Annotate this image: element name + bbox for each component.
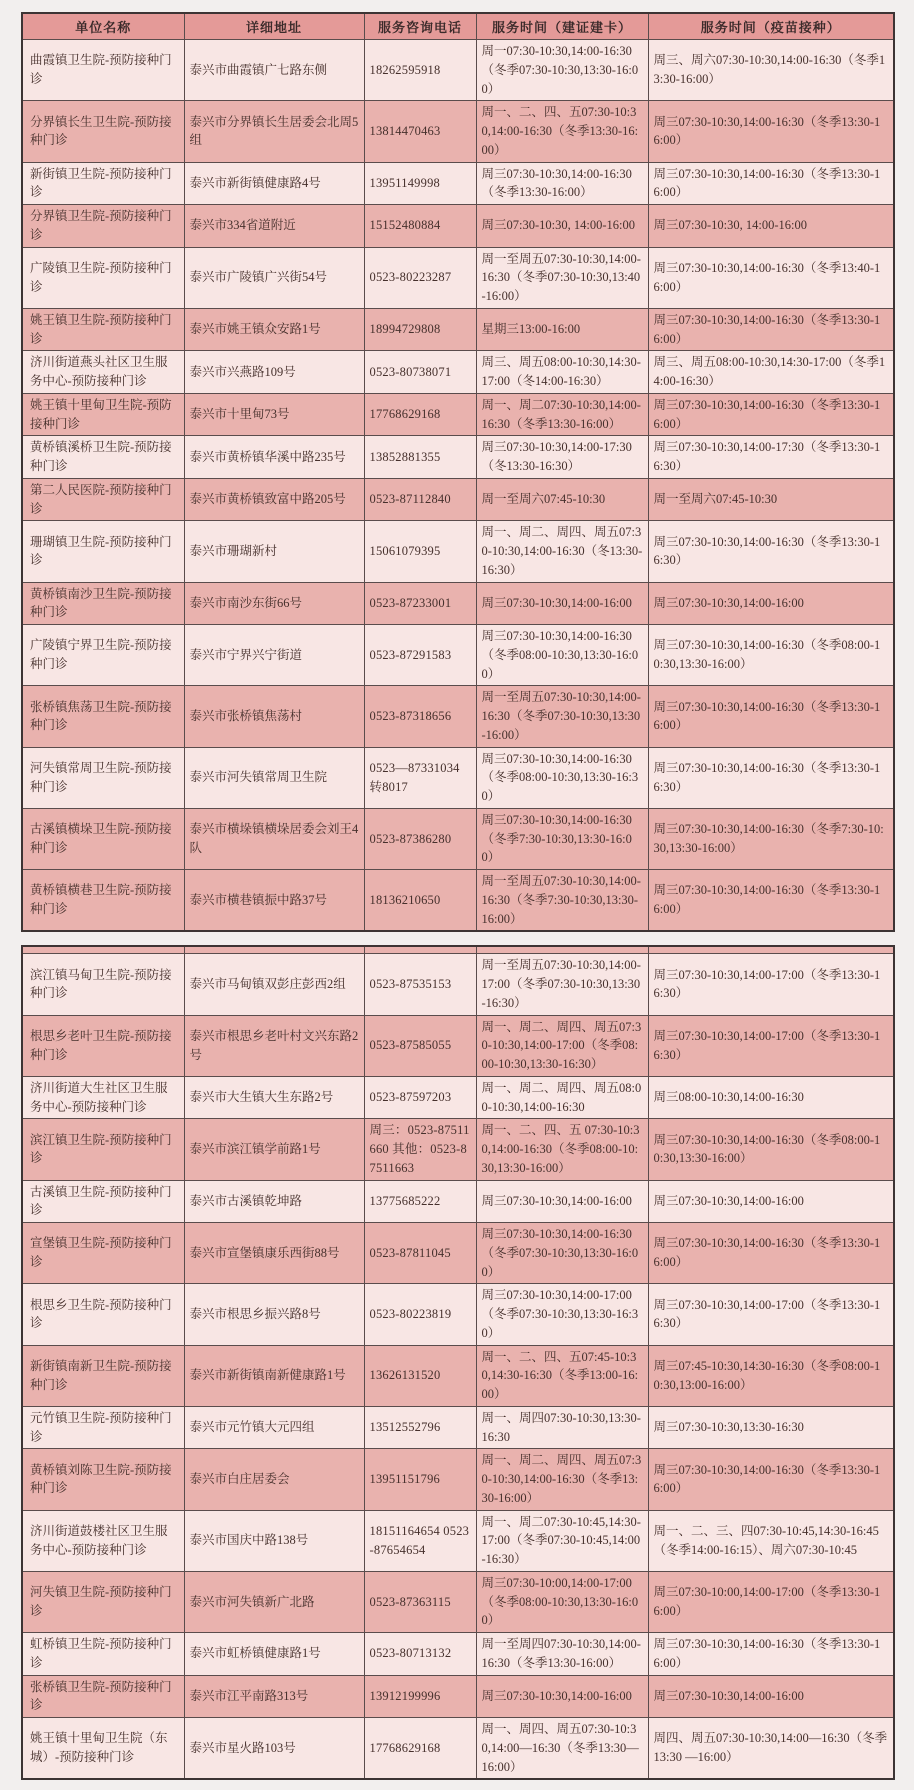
vaccine-hours-cell: 周一、二、三、四07:30-10:45,14:30-16:45（冬季14:00-16:15）、周六07:30-10:45 <box>648 1510 894 1571</box>
card-hours-cell: 周一至周五07:30-10:30,14:00-17:00（冬季07:30-10:30,13:30-16:30） <box>476 954 648 1015</box>
address-cell: 泰兴市横巷镇振中路37号 <box>184 870 364 932</box>
clinic-name-cell: 珊瑚镇卫生院-预防接种门诊 <box>22 521 184 582</box>
card-hours-cell: 周一至周四07:30-10:30,14:00-16:30（冬季13:30-16:00） <box>476 1633 648 1676</box>
clinic-name-cell: 黄桥镇溪桥卫生院-预防接种门诊 <box>22 436 184 479</box>
card-hours-cell: 周三、周五08:00-10:30,14:30-17:00（冬14:00-16:30） <box>476 351 648 394</box>
table-row <box>22 1406 894 1449</box>
address-cell: 泰兴市张桥镇焦荡村 <box>184 686 364 747</box>
address-cell: 泰兴市兴燕路109号 <box>184 351 364 394</box>
card-hours-cell: 周三07:30-10:30,14:00-17:30（冬13:30-16:30） <box>476 436 648 479</box>
table-row <box>22 162 894 205</box>
table-row <box>22 308 894 351</box>
phone-cell: 0523-80223287 <box>364 247 476 308</box>
table-row <box>22 1345 894 1406</box>
card-hours-cell: 周一至周五07:30-10:30,14:00-16:30（冬季07:30-10:30,13:40-16:00） <box>476 247 648 308</box>
vaccine-hours-cell: 周四、周五07:30-10:30,14:00—16:30（冬季13:30 —16:00） <box>648 1718 894 1780</box>
address-cell: 泰兴市广陵镇广兴街54号 <box>184 247 364 308</box>
card-hours-cell: 周一、二、四、五07:30-10:30,14:00-16:30（冬季13:30-16:00） <box>476 101 648 162</box>
clinic-name-cell: 根思乡卫生院-预防接种门诊 <box>22 1284 184 1345</box>
column-header: 单位名称 <box>22 13 184 40</box>
card-hours-cell: 周一、二、四、五 07:30-10:30,14:00-16:30（冬季08:00-10:30,13:30-16:00） <box>476 1119 648 1180</box>
table-row <box>22 101 894 162</box>
phone-cell: 0523-87535153 <box>364 954 476 1015</box>
spacer-cell <box>184 946 364 954</box>
card-hours-cell: 周一、周四、周五07:30-10:30,14:00—16:30（冬季13:30—16:00） <box>476 1718 648 1780</box>
address-cell: 泰兴市分界镇长生居委会北周5组 <box>184 101 364 162</box>
phone-cell: 周三：0523-87511660 其他：0523-87511663 <box>364 1119 476 1180</box>
clinic-name-cell: 济川街道鼓楼社区卫生服务中心-预防接种门诊 <box>22 1510 184 1571</box>
vaccine-hours-cell: 周三07:30-10:00,14:00-17:00（冬季13:30-16:00） <box>648 1571 894 1632</box>
phone-cell: 0523-80223819 <box>364 1284 476 1345</box>
vaccine-hours-cell: 周三07:30-10:30,14:00-16:30（冬季13:30-16:00） <box>648 101 894 162</box>
card-hours-cell: 周三07:30-10:30,14:00-16:30（冬季08:00-10:30,13:30-16:00） <box>476 625 648 686</box>
vaccine-hours-cell: 周三07:30-10:30,14:00-16:30（冬季13:30-16:30） <box>648 747 894 808</box>
address-cell: 泰兴市姚王镇众安路1号 <box>184 308 364 351</box>
clinic-name-cell: 曲霞镇卫生院-预防接种门诊 <box>22 40 184 101</box>
card-hours-cell: 周三07:30-10:30, 14:00-16:00 <box>476 205 648 248</box>
clinic-name-cell: 张桥镇卫生院-预防接种门诊 <box>22 1675 184 1718</box>
address-cell: 泰兴市黄桥镇致富中路205号 <box>184 478 364 521</box>
table-row <box>22 1633 894 1676</box>
address-cell: 泰兴市根思乡振兴路8号 <box>184 1284 364 1345</box>
table-row <box>22 1510 894 1571</box>
vaccine-hours-cell: 周三07:30-10:30,14:00-16:00 <box>648 1180 894 1223</box>
phone-cell: 13852881355 <box>364 436 476 479</box>
vaccine-hours-cell: 周三07:30-10:30,13:30-16:30 <box>648 1406 894 1449</box>
clinic-name-cell: 姚王镇卫生院-预防接种门诊 <box>22 308 184 351</box>
card-hours-cell: 周一至周五07:30-10:30,14:00-16:30（冬季07:30-10:30,13:30-16:00） <box>476 686 648 747</box>
card-hours-cell: 周一、周二07:30-10:30,14:00-16:30（冬季13:30-16:00） <box>476 393 648 436</box>
clinic-name-cell: 姚王镇十里甸卫生院-预防接种门诊 <box>22 393 184 436</box>
address-cell: 泰兴市宣堡镇康乐西街88号 <box>184 1223 364 1284</box>
card-hours-cell: 周一、周四07:30-10:30,13:30-16:30 <box>476 1406 648 1449</box>
address-cell: 泰兴市白庄居委会 <box>184 1449 364 1510</box>
vaccine-hours-cell: 周一至周六07:45-10:30 <box>648 478 894 521</box>
address-cell: 泰兴市江平南路313号 <box>184 1675 364 1718</box>
table-row <box>22 1119 894 1180</box>
vaccine-hours-cell: 周三07:30-10:30,14:00-16:30（冬季13:30-16:00） <box>648 308 894 351</box>
phone-cell: 13626131520 <box>364 1345 476 1406</box>
table-row <box>22 747 894 808</box>
table-row <box>22 582 894 625</box>
vaccine-hours-cell: 周三07:30-10:30,14:00-16:30（冬季13:30-16:00） <box>648 1223 894 1284</box>
clinic-name-cell: 第二人民医院-预防接种门诊 <box>22 478 184 521</box>
address-cell: 泰兴市新街镇南新健康路1号 <box>184 1345 364 1406</box>
spacer-cell <box>22 946 184 954</box>
vaccine-hours-cell: 周三08:00-10:30,14:00-16:30 <box>648 1076 894 1119</box>
clinic-name-cell: 姚王镇十里甸卫生院（东城）-预防接种门诊 <box>22 1718 184 1780</box>
table-row <box>22 521 894 582</box>
vaccine-hours-cell: 周三07:30-10:30,14:00-16:00 <box>648 582 894 625</box>
vaccine-hours-cell: 周三07:30-10:30, 14:00-16:00 <box>648 205 894 248</box>
clinic-table-bottom <box>21 945 895 1780</box>
phone-cell: 0523-80738071 <box>364 351 476 394</box>
card-hours-cell: 周一、周二、周四、周五07:30-10:30,14:00-16:30（冬季13:30-16:00） <box>476 1449 648 1510</box>
phone-cell: 0523-87291583 <box>364 625 476 686</box>
vaccine-hours-cell: 周三07:30-10:30,14:00-17:00（冬季13:30-16:30） <box>648 1284 894 1345</box>
clinic-name-cell: 新街镇卫生院-预防接种门诊 <box>22 162 184 205</box>
address-cell: 泰兴市大生镇大生东路2号 <box>184 1076 364 1119</box>
clinic-name-cell: 黄桥镇南沙卫生院-预防接种门诊 <box>22 582 184 625</box>
clinic-name-cell: 根思乡老叶卫生院-预防接种门诊 <box>22 1015 184 1076</box>
table-row <box>22 247 894 308</box>
address-cell: 泰兴市珊瑚新村 <box>184 521 364 582</box>
spacer-cell <box>648 946 894 954</box>
phone-cell: 13951151796 <box>364 1449 476 1510</box>
phone-cell: 0523-87386280 <box>364 808 476 869</box>
card-hours-cell: 周一、周二、周四、周五07:30-10:30,14:00-17:00（冬季08:00-10:30,13:30-16:30） <box>476 1015 648 1076</box>
clinic-name-cell: 分界镇卫生院-预防接种门诊 <box>22 205 184 248</box>
phone-cell: 18262595918 <box>364 40 476 101</box>
address-cell: 泰兴市河失镇新广北路 <box>184 1571 364 1632</box>
table-row <box>22 205 894 248</box>
clinic-name-cell: 广陵镇卫生院-预防接种门诊 <box>22 247 184 308</box>
column-header: 详细地址 <box>184 13 364 40</box>
card-hours-cell: 周三07:30-10:30,14:00-17:00（冬季07:30-10:30,13:30-16:30） <box>476 1284 648 1345</box>
phone-cell: 0523-87112840 <box>364 478 476 521</box>
clinic-name-cell: 河失镇卫生院-预防接种门诊 <box>22 1571 184 1632</box>
card-hours-cell: 周一、周二07:30-10:45,14:30-17:00（冬季07:30-10:45,14:00-16:30） <box>476 1510 648 1571</box>
table-row <box>22 1675 894 1718</box>
phone-cell: 18151164654 0523-87654654 <box>364 1510 476 1571</box>
phone-cell: 17768629168 <box>364 393 476 436</box>
table-row <box>22 393 894 436</box>
table-row <box>22 40 894 101</box>
card-hours-cell: 周三07:30-10:00,14:00-17:00（冬季08:00-10:30,13:30-16:00） <box>476 1571 648 1632</box>
table-row <box>22 1015 894 1076</box>
vaccine-hours-cell: 周三07:30-10:30,14:00-16:30（冬季13:30-16:00） <box>648 393 894 436</box>
table-row <box>22 625 894 686</box>
card-hours-cell: 周三07:30-10:30,14:00-16:00 <box>476 582 648 625</box>
clinic-table-top <box>21 12 895 932</box>
card-hours-cell: 周三07:30-10:30,14:00-16:30（冬季07:30-10:30,13:30-16:00） <box>476 1223 648 1284</box>
table-row <box>22 1076 894 1119</box>
phone-cell: 13951149998 <box>364 162 476 205</box>
clinic-name-cell: 分界镇长生卫生院-预防接种门诊 <box>22 101 184 162</box>
table-row <box>22 1449 894 1510</box>
address-cell: 泰兴市河失镇常周卫生院 <box>184 747 364 808</box>
vaccine-hours-cell: 周三07:30-10:30,14:00-16:30（冬季08:00-10:30,13:30-16:00） <box>648 625 894 686</box>
address-cell: 泰兴市古溪镇乾坤路 <box>184 1180 364 1223</box>
vaccine-hours-cell: 周三07:30-10:30,14:00-17:30（冬季13:30-16:30） <box>648 436 894 479</box>
table-row <box>22 808 894 869</box>
clinic-name-cell: 古溪镇横垛卫生院-预防接种门诊 <box>22 808 184 869</box>
clinic-name-cell: 广陵镇宁界卫生院-预防接种门诊 <box>22 625 184 686</box>
vaccine-hours-cell: 周三07:45-10:30,14:30-16:30（冬季08:00-10:30,13:00-16:00） <box>648 1345 894 1406</box>
address-cell: 泰兴市虹桥镇健康路1号 <box>184 1633 364 1676</box>
vaccine-hours-cell: 周三07:30-10:30,14:00-16:30（冬季08:00-10:30,13:30-16:00） <box>648 1119 894 1180</box>
card-hours-cell: 周一至周五07:30-10:30,14:00-16:30（冬季7:30-10:30,13:30-16:00） <box>476 870 648 932</box>
clinic-name-cell: 黄桥镇横巷卫生院-预防接种门诊 <box>22 870 184 932</box>
card-hours-cell: 周三07:30-10:30,14:00-16:00 <box>476 1180 648 1223</box>
address-cell: 泰兴市元竹镇大元四组 <box>184 1406 364 1449</box>
clinic-name-cell: 滨江镇马甸卫生院-预防接种门诊 <box>22 954 184 1015</box>
clinic-name-cell: 滨江镇卫生院-预防接种门诊 <box>22 1119 184 1180</box>
phone-cell: 0523-87318656 <box>364 686 476 747</box>
table-row <box>22 686 894 747</box>
vaccine-hours-cell: 周三07:30-10:30,14:00-16:30（冬季7:30-10:30,13:30-16:00） <box>648 808 894 869</box>
table-row <box>22 436 894 479</box>
address-cell: 泰兴市星火路103号 <box>184 1718 364 1780</box>
table-row <box>22 954 894 1015</box>
vaccine-hours-cell: 周三07:30-10:30,14:00-16:00 <box>648 1675 894 1718</box>
card-hours-cell: 周三07:30-10:30,14:00-16:30（冬季7:30-10:30,13:30-16:00） <box>476 808 648 869</box>
address-cell: 泰兴市横垛镇横垛居委会刘王4队 <box>184 808 364 869</box>
phone-cell: 0523-80713132 <box>364 1633 476 1676</box>
table-row <box>22 478 894 521</box>
phone-cell: 18994729808 <box>364 308 476 351</box>
clinic-name-cell: 济川街道燕头社区卫生服务中心-预防接种门诊 <box>22 351 184 394</box>
address-cell: 泰兴市根思乡老叶村文兴东路2号 <box>184 1015 364 1076</box>
phone-cell: 13512552796 <box>364 1406 476 1449</box>
vaccine-hours-cell: 周三07:30-10:30,14:00-17:00（冬季13:30-16:30） <box>648 954 894 1015</box>
spacer-cell <box>364 946 476 954</box>
column-header: 服务时间（建证建卡） <box>476 13 648 40</box>
vaccine-hours-cell: 周三、周五08:00-10:30,14:30-17:00（冬季14:00-16:30） <box>648 351 894 394</box>
card-hours-cell: 周一、周二、周四、周五07:30-10:30,14:00-16:30（冬13:30-16:30） <box>476 521 648 582</box>
address-cell: 泰兴市新街镇健康路4号 <box>184 162 364 205</box>
header-row <box>22 13 894 40</box>
card-hours-cell: 周三07:30-10:30,14:00-16:00 <box>476 1675 648 1718</box>
phone-cell: 13912199996 <box>364 1675 476 1718</box>
address-cell: 泰兴市十里甸73号 <box>184 393 364 436</box>
vaccine-hours-cell: 周三07:30-10:30,14:00-16:30（冬季13:30-16:00） <box>648 870 894 932</box>
vaccine-hours-cell: 周三07:30-10:30,14:00-16:30（冬季13:30-16:30） <box>648 521 894 582</box>
card-hours-cell: 星期三13:00-16:00 <box>476 308 648 351</box>
clinic-name-cell: 黄桥镇刘陈卫生院-预防接种门诊 <box>22 1449 184 1510</box>
phone-cell: 18136210650 <box>364 870 476 932</box>
address-cell: 泰兴市曲霞镇广七路东侧 <box>184 40 364 101</box>
address-cell: 泰兴市黄桥镇华溪中路235号 <box>184 436 364 479</box>
vaccine-hours-cell: 周三、周六07:30-10:30,14:00-16:30（冬季13:30-16:00） <box>648 40 894 101</box>
phone-cell: 0523-87585055 <box>364 1015 476 1076</box>
phone-cell: 15061079395 <box>364 521 476 582</box>
spacer-cell <box>476 946 648 954</box>
table-row <box>22 351 894 394</box>
clinic-name-cell: 虹桥镇卫生院-预防接种门诊 <box>22 1633 184 1676</box>
clinic-name-cell: 新街镇南新卫生院-预防接种门诊 <box>22 1345 184 1406</box>
card-hours-cell: 周三07:30-10:30,14:00-16:30（冬季13:30-16:00） <box>476 162 648 205</box>
card-hours-cell: 周一、周二、周四、周五08:00-10:30,14:00-16:30 <box>476 1076 648 1119</box>
card-hours-cell: 周一至周六07:45-10:30 <box>476 478 648 521</box>
column-header: 服务咨询电话 <box>364 13 476 40</box>
phone-cell: 0523-87233001 <box>364 582 476 625</box>
address-cell: 泰兴市宁界兴宁街道 <box>184 625 364 686</box>
table-row <box>22 1284 894 1345</box>
vaccine-hours-cell: 周三07:30-10:30,14:00-16:30（冬季13:30-16:00） <box>648 1449 894 1510</box>
card-hours-cell: 周三07:30-10:30,14:00-16:30（冬季08:00-10:30,13:30-16:30） <box>476 747 648 808</box>
table-row <box>22 870 894 932</box>
table-row <box>22 1223 894 1284</box>
table-row <box>22 1571 894 1632</box>
card-hours-cell: 周一07:30-10:30,14:00-16:30（冬季07:30-10:30,13:30-16:00） <box>476 40 648 101</box>
phone-cell: 17768629168 <box>364 1718 476 1780</box>
vaccine-hours-cell: 周三07:30-10:30,14:00-16:30（冬季13:30-16:00） <box>648 686 894 747</box>
clinic-name-cell: 宣堡镇卫生院-预防接种门诊 <box>22 1223 184 1284</box>
phone-cell: 0523-87363115 <box>364 1571 476 1632</box>
phone-cell: 15152480884 <box>364 205 476 248</box>
address-cell: 泰兴市334省道附近 <box>184 205 364 248</box>
vaccine-hours-cell: 周三07:30-10:30,14:00-16:30（冬季13:40-16:00） <box>648 247 894 308</box>
clinic-name-cell: 济川街道大生社区卫生服务中心-预防接种门诊 <box>22 1076 184 1119</box>
clinic-name-cell: 河失镇常周卫生院-预防接种门诊 <box>22 747 184 808</box>
column-header: 服务时间（疫苗接种） <box>648 13 894 40</box>
address-cell: 泰兴市马甸镇双彭庄彭西2组 <box>184 954 364 1015</box>
clinic-name-cell: 张桥镇焦荡卫生院-预防接种门诊 <box>22 686 184 747</box>
table-gap <box>21 932 893 945</box>
phone-cell: 0523-87597203 <box>364 1076 476 1119</box>
table-row <box>22 1718 894 1780</box>
vaccine-hours-cell: 周三07:30-10:30,14:00-16:30（冬季13:30-16:00） <box>648 162 894 205</box>
vaccine-hours-cell: 周三07:30-10:30,14:00-17:00（冬季13:30-16:30） <box>648 1015 894 1076</box>
address-cell: 泰兴市国庆中路138号 <box>184 1510 364 1571</box>
phone-cell: 13814470463 <box>364 101 476 162</box>
phone-cell: 13775685222 <box>364 1180 476 1223</box>
vaccine-hours-cell: 周三07:30-10:30,14:00-16:30（冬季13:30-16:00） <box>648 1633 894 1676</box>
address-cell: 泰兴市南沙东街66号 <box>184 582 364 625</box>
address-cell: 泰兴市滨江镇学前路1号 <box>184 1119 364 1180</box>
card-hours-cell: 周一、二、四、五07:45-10:30,14:30-16:30（冬季13:00-16:00） <box>476 1345 648 1406</box>
phone-cell: 0523-87811045 <box>364 1223 476 1284</box>
phone-cell: 0523—87331034转8017 <box>364 747 476 808</box>
spacer-row <box>22 946 894 954</box>
clinic-name-cell: 古溪镇卫生院-预防接种门诊 <box>22 1180 184 1223</box>
table-row <box>22 1180 894 1223</box>
clinic-name-cell: 元竹镇卫生院-预防接种门诊 <box>22 1406 184 1449</box>
